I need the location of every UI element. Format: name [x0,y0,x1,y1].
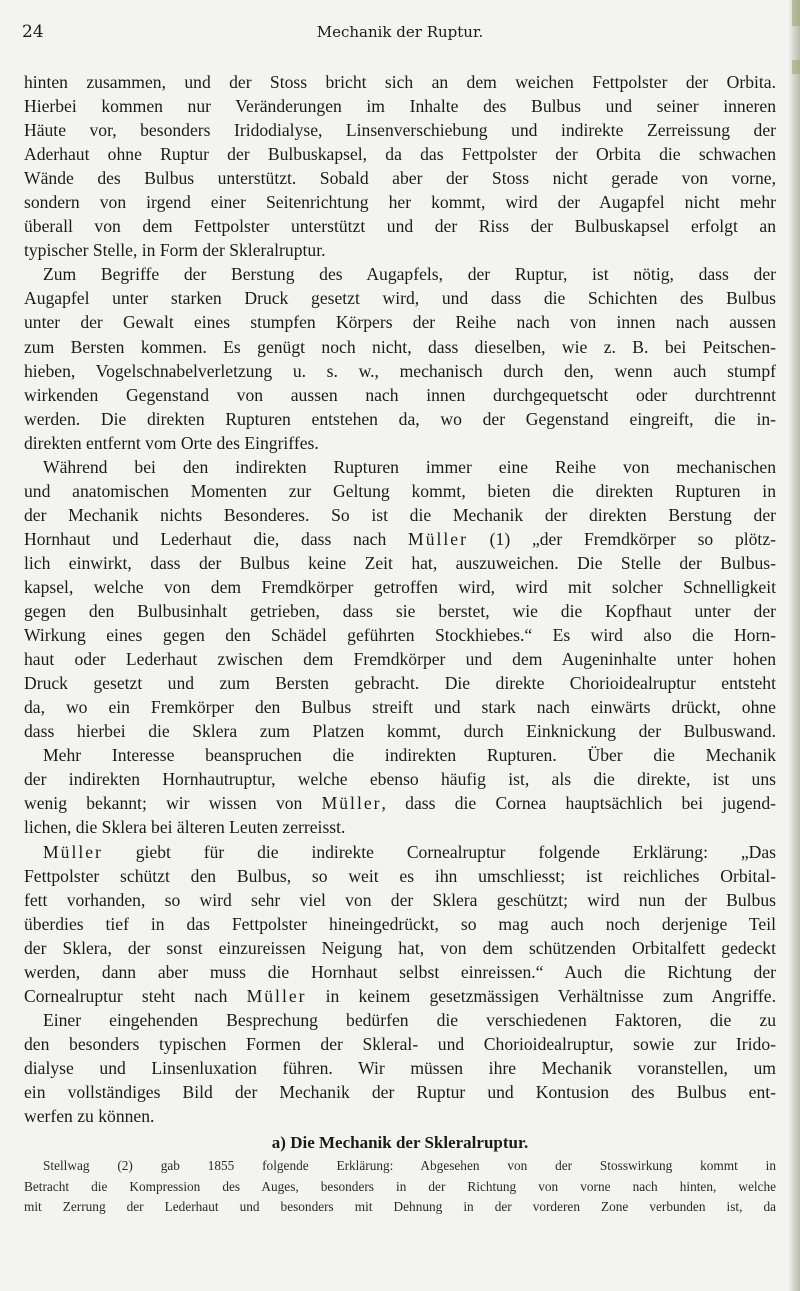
text-line: typischer Stelle, in Form der Skleralruptur. [24,240,326,261]
text-line: hieben, Vogelschnabelverletzung u. s. w., mechanisch durch den, wenn auch stumpf [24,360,776,381]
text-line: Häute vor, besonders Iridodialyse, Linsenverschiebung und indirekte Zerreissung der [24,120,776,141]
text-line: da, wo ein Fremkörper den Bulbus streift und stark nach einwärts drückt, ohne [24,697,776,718]
text-line: fett vorhanden, so wird sehr viel von der Sklera geschützt; wird nun der Bulbus [24,889,776,910]
text-line: überall von dem Fettpolster unterstützt und der Riss der Bulbuskapsel erfolgt an [24,216,776,237]
text-line: lich einwirkt, dass der Bulbus keine Zeit hat, auszuweichen. Die Stelle der Bulbus- [24,552,776,573]
text-line: Aderhaut ohne Ruptur der Bulbuskapsel, da das Fettpolster der Orbita die schwachen [24,144,776,165]
footnote [24,1156,776,1218]
text-line: der Sklera, der sonst einzureissen Neigung hat, von dem schützenden Orbitalfett gedeckt [24,937,776,958]
text-line: haut oder Lederhaut zwischen dem Fremdkörper und dem Augeninhalte unter hohen [24,649,776,670]
text-line: hinten zusammen, und der Stoss bricht sich an dem weichen Fettpolster der Orbita. [24,72,776,92]
text-line: dass hierbei die Sklera zum Platzen kommt, durch Einknickung der Bulbuswand. [24,721,776,742]
page-edge-tab [792,60,800,74]
text-line: lichen, die Sklera bei älteren Leuten zerreisst. [24,817,346,838]
text-line: Fettpolster schützt den Bulbus, so weit es ihn umschliesst; ist reichliches Orbital- [24,865,776,886]
text-line: überdies tief in das Fettpolster hineingedrückt, so mag auch noch derjenige Teil [24,913,776,934]
text-line: werden, dann aber muss die Hornhaut selbst einreissen.“ Auch die Richtung der [24,961,776,982]
text-line: Während bei den indirekten Rupturen immer eine Reihe von mechanischen [43,456,776,477]
text-line: ein vollständiges Bild der Mechanik der Ruptur und Kontusion des Bulbus ent- [24,1081,776,1102]
text-line: werden. Die direkten Rupturen entstehen da, wo der Gegenstand eingreift, die in- [24,408,776,429]
running-title: Mechanik der Ruptur. [316,23,484,41]
text-line: Einer eingehenden Besprechung bedürfen die verschiedenen Faktoren, die zu [43,1009,776,1030]
page-edge-shadow [788,0,800,1291]
text-line: sondern von irgend einer Seitenrichtung her kommt, wird der Augapfel nicht mehr [24,192,776,213]
text-line: Zum Begriffe der Berstung des Augapfels, der Ruptur, ist nötig, dass der [43,264,776,285]
page-header [0,20,800,44]
page-edge-tab [792,0,800,26]
text-line: Müller giebt für die indirekte Cornealruptur folgende Erklärung: „Das [43,841,776,862]
footnote-line: Betracht die Kompression des Auges, besonders in der Richtung von vorne nach hinten, welche [24,1178,776,1194]
text-line: und anatomischen Momenten zur Geltung kommt, bieten die direkten Rupturen in [24,480,776,501]
page-number: 24 [22,22,44,42]
text-line: gegen den Bulbusinhalt getrieben, dass sie berstet, wie die Kopfhaut unter der [24,601,776,622]
text-line: den besonders typischen Formen der Skleral- und Chorioidealruptur, sowie zur Irido- [24,1033,776,1054]
section-heading: a) Die Mechanik der Skleralruptur. [271,1133,529,1153]
text-line: unter der Gewalt eines stumpfen Körpers der Reihe nach von innen nach aussen [24,312,776,333]
text-line: dialyse und Linsenluxation führen. Wir müssen ihre Mechanik voranstellen, um [24,1057,776,1078]
text-line: Mehr Interesse beanspruchen die indirekten Rupturen. Über die Mechanik [43,745,776,766]
text-line: Cornealruptur steht nach Müller in keinem gesetzmässigen Verhältnisse zum Angriffe. [24,985,776,1006]
footnote-line: Stellwag (2) gab 1855 folgende Erklärung: Abgesehen von der Stosswirkung kommt in [43,1158,776,1174]
text-line: Hornhaut und Lederhaut die, dass nach Müller (1) „der Fremdkörper so plötz- [24,528,776,549]
body-text [24,70,776,1218]
text-line: wirkenden Gegenstand von aussen nach innen durchgequetscht oder durchtrennt [24,384,776,405]
text-line: kapsel, welche von dem Fremdkörper getroffen wird, wird mit solcher Schnelligkeit [24,576,776,597]
text-line: der Mechanik nichts Besonderes. So ist die Mechanik der direkten Berstung der [24,504,776,525]
text-line: Druck gesetzt und zum Bersten gebracht. Die direkte Chorioidealruptur entsteht [24,673,776,694]
text-line: Augapfel unter starken Druck gesetzt wird, und dass die Schichten des Bulbus [24,288,776,309]
footnote-line: mit Zerrung der Lederhaut und besonders mit Dehnung in der vorderen Zone verbunden ist, da [24,1199,776,1215]
text-line: der indirekten Hornhautruptur, welche ebenso häufig ist, als die direkte, ist uns [24,769,776,790]
text-line: zum Bersten kommen. Es genügt noch nicht, dass dieselben, wie z. B. bei Peitschen- [24,336,776,357]
text-line: Wirkung eines gegen den Schädel geführten Stockhiebes.“ Es wird also die Horn- [24,625,776,646]
text-line: werfen zu können. [24,1106,155,1127]
text-line: direkten entfernt vom Orte des Eingriffes. [24,432,319,453]
text-line: wenig bekannt; wir wissen von Müller, dass die Cornea hauptsächlich bei jugend- [24,793,776,814]
text-line: Hierbei kommen nur Veränderungen im Inhalte des Bulbus und seiner inneren [24,96,776,117]
text-line: Wände des Bulbus unterstützt. Sobald aber der Stoss nicht gerade von vorne, [24,168,776,189]
